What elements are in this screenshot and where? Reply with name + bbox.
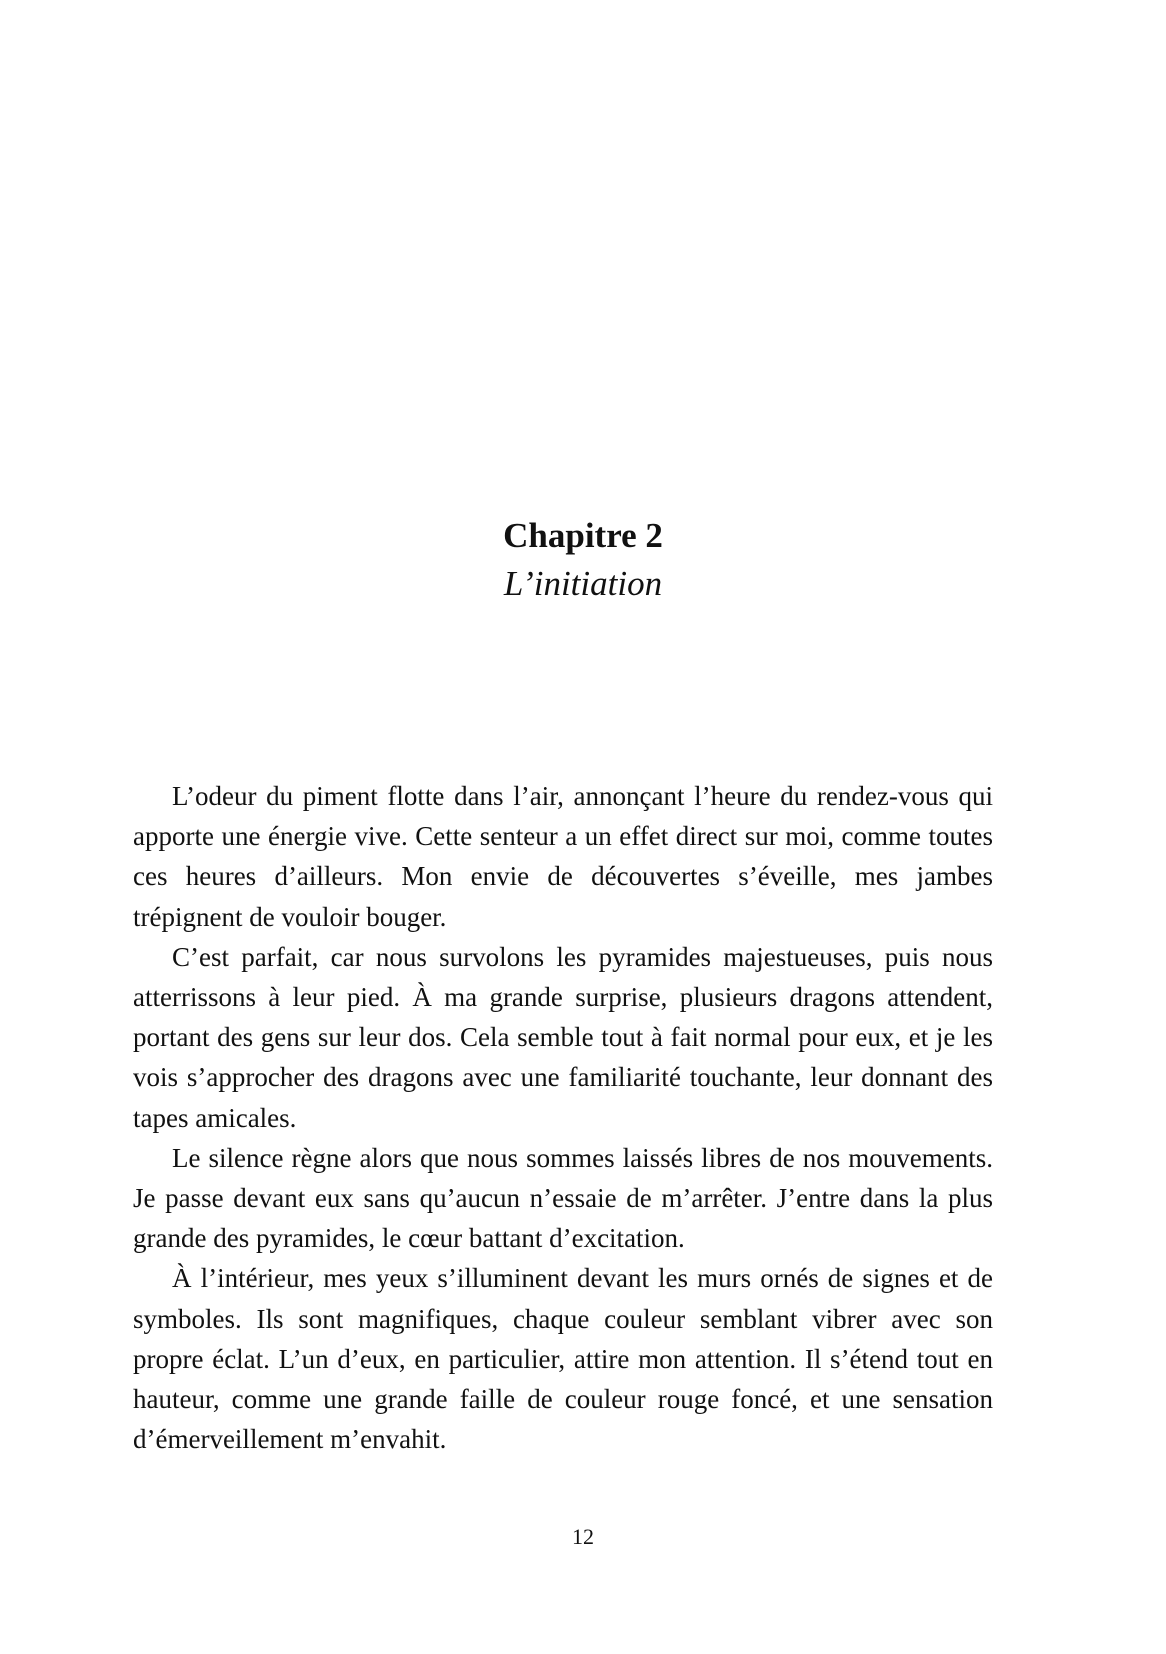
paragraph: À l’intérieur, mes yeux s’illuminent devant les murs ornés de signes et de symboles. Ils sont magnifiques, chaque couleur semblant vibrer avec son propre éclat. L’un d’eux, en particulier, attire mon attention. Il s’étend tout en hauteur, comme une grande faille de couleur rouge foncé, et une sensation d’émerveillement m’envahit. — [133, 1263, 993, 1455]
paragraph: Le silence règne alors que nous sommes laissés libres de nos mouvements. Je passe devant eux sans qu’aucun n’essaie de m’arrêter. J’entre dans la plus grande des pyramides, le cœur battant d’excitation. — [133, 1142, 993, 1254]
chapter-heading — [0, 512, 1166, 608]
paragraph: L’odeur du piment flotte dans l’air, annonçant l’heure du rendez-vous qui apporte une énergie vive. Cette senteur a un effet direct sur moi, comme toutes ces heures d’ailleurs. Mon envie de découvertes s’éveille, mes jambes trépignent de vouloir bouger. — [133, 781, 993, 932]
page-number: 12 — [572, 1524, 594, 1549]
body-text — [133, 776, 993, 1459]
chapter-title: L’initiation — [503, 564, 663, 603]
chapter-number: Chapitre 2 — [503, 516, 663, 555]
paragraph: C’est parfait, car nous survolons les pyramides majestueuses, puis nous atterrissons à leur pied. À ma grande surprise, plusieurs dragons attendent, portant des gens sur leur dos. Cela semble tout à fait normal pour eux, et je les vois s’approcher des dragons avec une familiarité touchante, leur donnant des tapes amicales. — [133, 941, 993, 1133]
